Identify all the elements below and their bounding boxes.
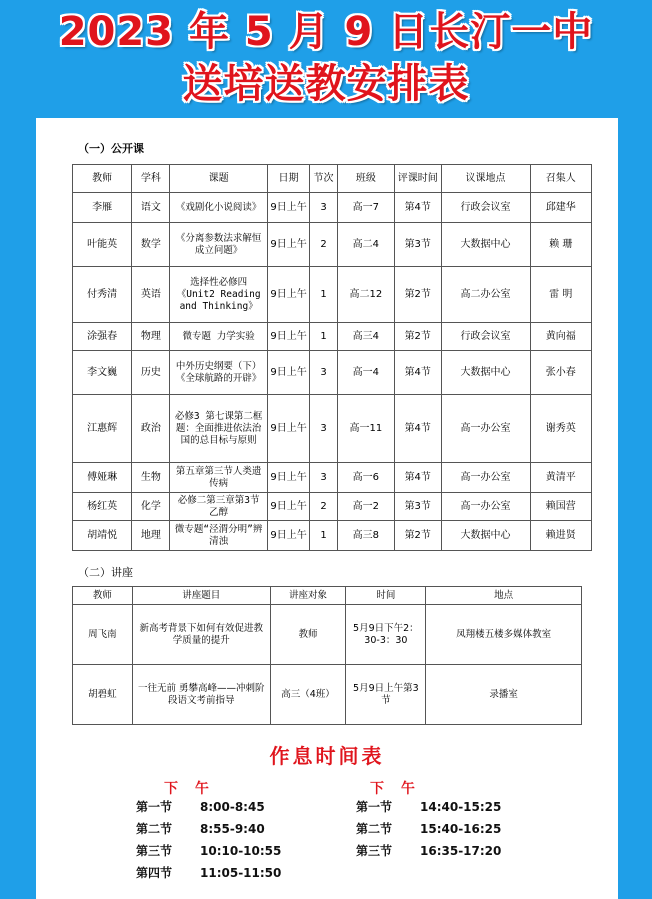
schedule-period-time: 8:55-9:40: [200, 822, 265, 836]
table-cell: 第2节: [394, 521, 441, 551]
table-cell: 高二办公室: [441, 267, 530, 323]
schedule-period-label: 第一节: [136, 800, 173, 814]
table-cell: 地理: [132, 521, 170, 551]
table-cell: 大数据中心: [441, 223, 530, 267]
table-cell: 物理: [132, 323, 170, 351]
lecture-row: [73, 605, 582, 665]
table-cell: 凤翔楼五楼多媒体教室: [426, 605, 582, 665]
table-cell: 政治: [132, 395, 170, 463]
table-cell: 9日上午: [267, 521, 309, 551]
schedule-period-time: 10:10-10:55: [200, 844, 282, 858]
table-cell: 高一11: [337, 395, 394, 463]
table-cell: 语文: [132, 193, 170, 223]
table-cell: 教师: [270, 605, 346, 665]
schedule-row: [136, 842, 281, 859]
table-cell: 第4节: [394, 395, 441, 463]
open-class-row: [73, 323, 592, 351]
table-cell: 必修二第三章第3节 乙醇: [170, 493, 267, 521]
table-cell: 生物: [132, 463, 170, 493]
table-cell: 2: [310, 493, 338, 521]
table-cell: 高三4: [337, 323, 394, 351]
table-cell: 5月9日下午2：30-3：30: [346, 605, 426, 665]
open-class-table: [72, 164, 592, 551]
table-cell: 雷 明: [530, 267, 591, 323]
table-cell: 赖进贤: [530, 521, 591, 551]
schedule-row: [136, 864, 281, 881]
table-cell: 谢秀英: [530, 395, 591, 463]
table-cell: 行政会议室: [441, 193, 530, 223]
table-cell: 9日上午: [267, 493, 309, 521]
table-cell: 英语: [132, 267, 170, 323]
schedule-period-label: 第二节: [356, 822, 393, 836]
schedule-period-label: 第一节: [356, 800, 393, 814]
section-open-class-title: （一）公开课: [78, 142, 144, 155]
open-class-row: [73, 351, 592, 395]
open-class-row: [73, 463, 592, 493]
table-cell: 化学: [132, 493, 170, 521]
table-cell: 1: [310, 323, 338, 351]
table-cell: 高一2: [337, 493, 394, 521]
schedule-row: [356, 820, 501, 837]
table-cell: 傅娅琳: [73, 463, 132, 493]
header-cell: 日期: [267, 165, 309, 193]
table-cell: 1: [310, 267, 338, 323]
table-cell: 高一办公室: [441, 463, 530, 493]
table-cell: 第4节: [394, 463, 441, 493]
title-line-1: 2023 年 5 月 9 日长汀一中: [58, 9, 594, 55]
table-cell: 历史: [132, 351, 170, 395]
header-cell: 评课时间: [394, 165, 441, 193]
table-cell: 叶能英: [73, 223, 132, 267]
table-cell: 第3节: [394, 223, 441, 267]
table-cell: 赖 珊: [530, 223, 591, 267]
header-cell: 讲座对象: [270, 587, 346, 605]
table-cell: 江惠辉: [73, 395, 132, 463]
header-cell: 学科: [132, 165, 170, 193]
table-cell: 3: [310, 395, 338, 463]
header-cell: 教师: [73, 165, 132, 193]
schedule-period-time: 14:40-15:25: [420, 800, 502, 814]
table-cell: 3: [310, 351, 338, 395]
schedule-title: 作息时间表: [269, 744, 385, 768]
table-cell: 高一7: [337, 193, 394, 223]
table-cell: 9日上午: [267, 267, 309, 323]
table-cell: 高一办公室: [441, 493, 530, 521]
title-banner: [0, 0, 652, 118]
header-cell: 议课地点: [441, 165, 530, 193]
schedule-period-label: 第三节: [356, 844, 393, 858]
table-cell: 高一6: [337, 463, 394, 493]
schedule-period-label: 第二节: [136, 822, 173, 836]
open-class-row: [73, 223, 592, 267]
open-class-header-row: [73, 165, 592, 193]
section-lecture-title: （二）讲座: [78, 566, 133, 579]
table-cell: 杨红英: [73, 493, 132, 521]
table-cell: 第4节: [394, 193, 441, 223]
header-cell: 教师: [73, 587, 133, 605]
schedule-row: [136, 820, 265, 837]
table-cell: 9日上午: [267, 193, 309, 223]
table-cell: 周飞南: [73, 605, 133, 665]
table-cell: 微专题“泾渭分明”辨清浊: [170, 521, 267, 551]
open-class-row: [73, 521, 592, 551]
header-cell: 时间: [346, 587, 426, 605]
table-cell: 3: [310, 463, 338, 493]
lecture-header-row: [73, 587, 582, 605]
table-cell: 黄向福: [530, 323, 591, 351]
table-cell: 涂强春: [73, 323, 132, 351]
table-cell: 李雁: [73, 193, 132, 223]
table-cell: 第2节: [394, 267, 441, 323]
lecture-row: [73, 665, 582, 725]
table-cell: 《戏剧化小说阅读》: [170, 193, 267, 223]
table-cell: 高二4: [337, 223, 394, 267]
table-cell: 9日上午: [267, 351, 309, 395]
table-cell: 一往无前 勇攀高峰——冲刺阶段语文考前指导: [132, 665, 270, 725]
header-cell: 召集人: [530, 165, 591, 193]
table-cell: 高三（4班）: [270, 665, 346, 725]
table-cell: 新高考背景下如何有效促进教学质量的提升: [132, 605, 270, 665]
table-cell: 录播室: [426, 665, 582, 725]
table-cell: 2: [310, 223, 338, 267]
table-cell: 9日上午: [267, 323, 309, 351]
header-cell: 节次: [310, 165, 338, 193]
schedule-period-time: 8:00-8:45: [200, 800, 265, 814]
table-cell: 张小春: [530, 351, 591, 395]
table-cell: 胡靖悦: [73, 521, 132, 551]
title-line-2: 送培送教安排表: [182, 61, 470, 107]
table-cell: 邱建华: [530, 193, 591, 223]
table-cell: 第五章第三节人类遗传病: [170, 463, 267, 493]
table-cell: 必修3 第七课第二框题：全面推进依法治国的总目标与原则: [170, 395, 267, 463]
table-cell: 第2节: [394, 323, 441, 351]
open-class-row: [73, 395, 592, 463]
table-cell: 赖国营: [530, 493, 591, 521]
schedule-period-time: 11:05-11:50: [200, 866, 282, 880]
lecture-table: [72, 586, 582, 725]
table-cell: 9日上午: [267, 463, 309, 493]
schedule-row: [356, 842, 501, 859]
schedule-period-time: 15:40-16:25: [420, 822, 502, 836]
table-cell: 行政会议室: [441, 323, 530, 351]
table-cell: 1: [310, 521, 338, 551]
schedule-period-label: 第四节: [136, 866, 173, 880]
header-cell: 班级: [337, 165, 394, 193]
table-cell: 高三8: [337, 521, 394, 551]
table-cell: 黄清平: [530, 463, 591, 493]
table-cell: 3: [310, 193, 338, 223]
schedule-left-head: 下 午: [164, 781, 215, 797]
table-cell: 第4节: [394, 351, 441, 395]
table-cell: 9日上午: [267, 395, 309, 463]
schedule-row: [136, 798, 265, 815]
table-cell: 选择性必修四《Unit2 Reading and Thinking》: [170, 267, 267, 323]
open-class-row: [73, 267, 592, 323]
table-cell: 第3节: [394, 493, 441, 521]
header-cell: 讲座题目: [132, 587, 270, 605]
table-cell: 中外历史纲要（下）《全球航路的开辟》: [170, 351, 267, 395]
table-cell: 高二12: [337, 267, 394, 323]
header-cell: 地点: [426, 587, 582, 605]
table-cell: 高一办公室: [441, 395, 530, 463]
table-cell: 微专题 力学实验: [170, 323, 267, 351]
table-cell: 大数据中心: [441, 351, 530, 395]
table-cell: 数学: [132, 223, 170, 267]
schedule-period-label: 第三节: [136, 844, 173, 858]
table-cell: 大数据中心: [441, 521, 530, 551]
schedule-right-head: 下 午: [370, 781, 421, 797]
table-cell: 胡碧虹: [73, 665, 133, 725]
table-cell: 高一4: [337, 351, 394, 395]
table-cell: 付秀清: [73, 267, 132, 323]
table-cell: 5月9日上午第3节: [346, 665, 426, 725]
schedule-row: [356, 798, 501, 815]
document-sheet: [36, 118, 618, 899]
table-cell: 《分离参数法求解恒成立问题》: [170, 223, 267, 267]
table-cell: 9日上午: [267, 223, 309, 267]
header-cell: 课题: [170, 165, 267, 193]
open-class-row: [73, 193, 592, 223]
schedule-period-time: 16:35-17:20: [420, 844, 502, 858]
open-class-row: [73, 493, 592, 521]
table-cell: 李文巍: [73, 351, 132, 395]
